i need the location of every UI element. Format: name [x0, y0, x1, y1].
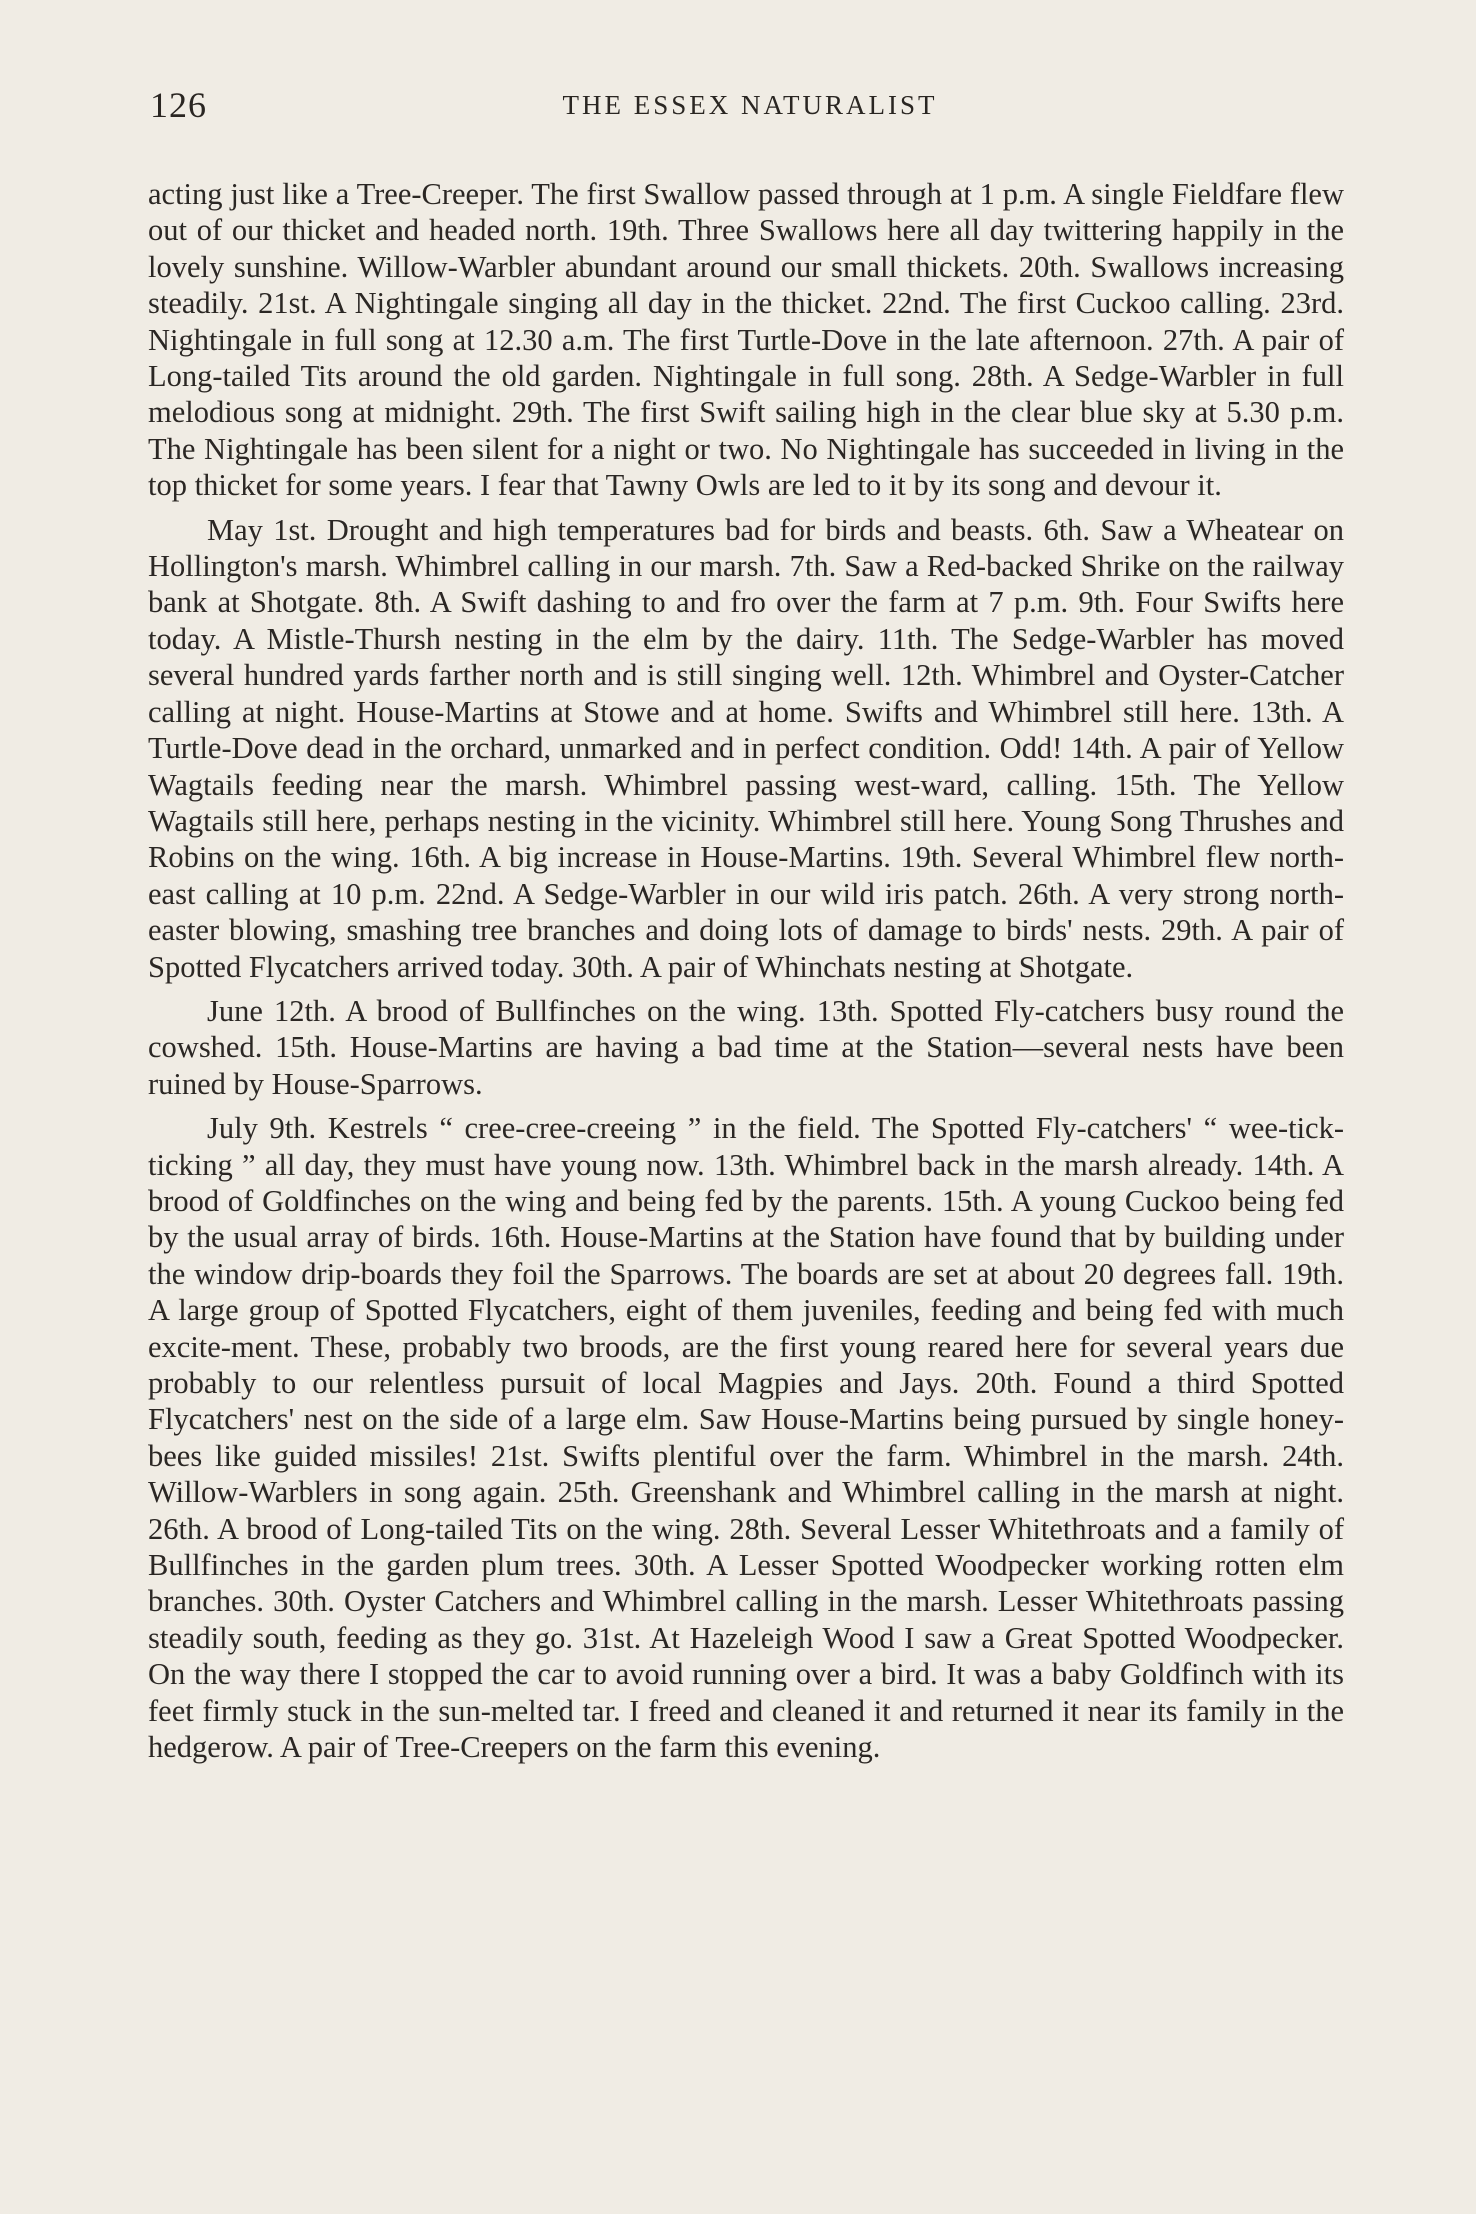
page-header: [150, 84, 1350, 124]
page-number: 126: [150, 85, 207, 125]
paragraph-april-continued: acting just like a Tree-Creeper. The first Swallow passed through at 1 p.m. A single Fieldfare flew out of our thicket and headed north. 19th. Three Swallows here all day twittering happily in the lovely sunshine. Willow-Warbler abundant around our small thickets. 20th. Swallows increasing steadily. 21st. A Nightingale singing all day in the thicket. 22nd. The first Cuckoo calling. 23rd. Nightingale in full song at 12.30 a.m. The first Turtle-Dove in the late afternoon. 27th. A pair of Long-tailed Tits around the old garden. Nightingale in full song. 28th. A Sedge-Warbler in full melodious song at midnight. 29th. The first Swift sailing high in the clear blue sky at 5.30 p.m. The Nightingale has been silent for a night or two. No Nightingale has succeeded in living in the top thicket for some years. I fear that Tawny Owls are led to it by its song and devour it.: [148, 177, 1344, 503]
body-text: [148, 176, 1344, 1765]
paragraph-may: May 1st. Drought and high temperatures bad for birds and beasts. 6th. Saw a Wheatear on Hollington's marsh. Whimbrel calling in our marsh. 7th. Saw a Red-backed Shrike on the railway bank at Shotgate. 8th. A Swift dashing to and fro over the farm at 7 p.m. 9th. Four Swifts here today. A Mistle-Thursh nesting in the elm by the dairy. 11th. The Sedge-Warbler has moved several hundred yards farther north and is still singing well. 12th. Whimbrel and Oyster-Catcher calling at night. House-Martins at Stowe and at home. Swifts and Whimbrel still here. 13th. A Turtle-Dove dead in the orchard, unmarked and in perfect condition. Odd! 14th. A pair of Yellow Wagtails feeding near the marsh. Whimbrel passing west-ward, calling. 15th. The Yellow Wagtails still here, perhaps nesting in the vicinity. Whimbrel still here. Young Song Thrushes and Robins on the wing. 16th. A big increase in House-Martins. 19th. Several Whimbrel flew north-east calling at 10 p.m. 22nd. A Sedge-Warbler in our wild iris patch. 26th. A very strong north-easter blowing, smashing tree branches and doing lots of damage to birds' nests. 29th. A pair of Spotted Flycatchers arrived today. 30th. A pair of Whinchats nesting at Shotgate.: [148, 512, 1344, 984]
running-title: THE ESSEX NATURALIST: [562, 90, 938, 120]
paragraph-july: July 9th. Kestrels “ cree-cree-creeing ” in the field. The Spotted Fly-catchers' “ wee-tick-ticking ” all day, they must have young now. 13th. Whimbrel back in the marsh already. 14th. A brood of Goldfinches on the wing and being fed by the parents. 15th. A young Cuckoo being fed by the usual array of birds. 16th. House-Martins at the Station have found that by building under the window drip-boards they foil the Sparrows. The boards are set at about 20 degrees fall. 19th. A large group of Spotted Flycatchers, eight of them juveniles, feeding and being fed with much excite-ment. These, probably two broods, are the first young reared here for several years due probably to our relentless pursuit of local Magpies and Jays. 20th. Found a third Spotted Flycatchers' nest on the side of a large elm. Saw House-Martins being pursued by single honey-bees like guided missiles! 21st. Swifts plentiful over the farm. Whimbrel in the marsh. 24th. Willow-Warblers in song again. 25th. Greenshank and Whimbrel calling in the marsh at night. 26th. A brood of Long-tailed Tits on the wing. 28th. Several Lesser Whitethroats and a family of Bullfinches in the garden plum trees. 30th. A Lesser Spotted Woodpecker working rotten elm branches. 30th. Oyster Catchers and Whimbrel calling in the marsh. Lesser Whitethroats passing steadily south, feeding as they go. 31st. At Hazeleigh Wood I saw a Great Spotted Woodpecker. On the way there I stopped the car to avoid running over a bird. It was a baby Goldfinch with its feet firmly stuck in the sun-melted tar. I freed and cleaned it and returned it near its family in the hedgerow. A pair of Tree-Creepers on the farm this evening.: [148, 1111, 1344, 1765]
paragraph-june: June 12th. A brood of Bullfinches on the wing. 13th. Spotted Fly-catchers busy round the cowshed. 15th. House-Martins are having a bad time at the Station—several nests have been ruined by House-Sparrows.: [148, 993, 1344, 1101]
